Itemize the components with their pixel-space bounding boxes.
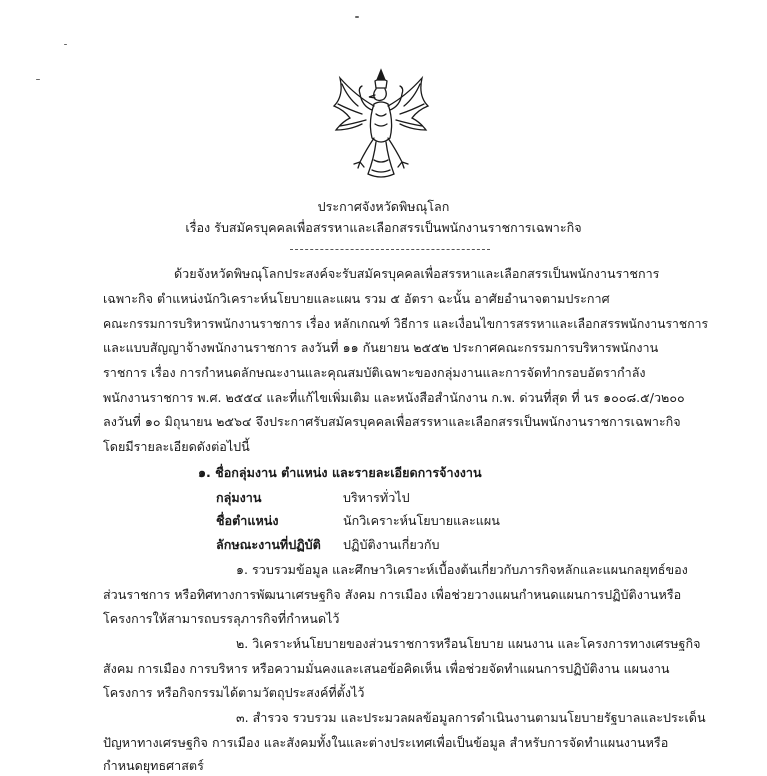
duty-line: ปัญหาทางเศรษฐกิจ การเมือง และสังคมทั้งในและต่างประเทศเพื่อเป็นข้อมูล สำหรับการจัดทำแผนงานหรือ [103, 735, 669, 750]
duty-line: กำหนดยุทธศาสตร์ [103, 758, 204, 773]
intro-line: และแบบสัญญาจ้างพนักงานราชการ ลงวันที่ ๑๑ กันยายน ๒๕๕๒ ประกาศคณะกรรมการบริหารพนักงาน [103, 340, 659, 355]
duty-line: ๒. วิเคราะห์นโยบายของส่วนราชการหรือนโยบาย แผนงาน และโครงการทางเศรษฐกิจ [236, 636, 701, 651]
intro-line: โดยมีรายละเอียดดังต่อไปนี้ [103, 439, 250, 454]
intro-line: เฉพาะกิจ ตำแหน่งนักวิเคราะห์นโยบายและแผน รวม ๕ อัตรา ฉะนั้น อาศัยอำนาจตามประกาศ [103, 291, 610, 306]
intro-line: พนักงานราชการ พ.ศ. ๒๕๕๔ และที่แก้ไขเพิ่มเติม และหนังสือสำนักงาน ก.พ. ด่วนที่สุด ที่ นร ๑๐๐๘.๕/ว๒๐๐ [103, 390, 685, 405]
field-value: ปฏิบัติงานเกี่ยวกับ [343, 537, 440, 552]
duty-line: โครงการให้สามารถบรรลุภารกิจที่กำหนดไว้ [103, 611, 340, 626]
announcement-title: ประกาศจังหวัดพิษณุโลก [317, 199, 450, 214]
garuda-emblem-icon [322, 66, 440, 182]
header-divider [290, 249, 490, 250]
scan-speck [36, 79, 40, 80]
field-label: ชื่อตำแหน่ง [216, 513, 279, 528]
field-label: ลักษณะงานที่ปฏิบัติ [216, 537, 321, 552]
intro-line: ลงวันที่ ๑๐ มิถุนายน ๒๕๖๔ จึงประกาศรับสมัครบุคคลเพื่อสรรหาและเลือกสรรเป็นพนักงานราชการเฉพาะกิจ [103, 414, 681, 429]
intro-line: คณะกรรมการบริหารพนักงานราชการ เรื่อง หลักเกณฑ์ วิธีการ และเงื่อนไขการสรรหาและเลือกสรรพนักงานราชการ [103, 316, 709, 331]
field-label: กลุ่มงาน [216, 490, 262, 505]
scan-speck [64, 44, 67, 45]
duty-line: ๑. รวบรวมข้อมูล และศึกษาวิเคราะห์เบื้องต้นเกี่ยวกับภารกิจหลักและแผนกลยุทธ์ของ [236, 562, 688, 577]
duty-line: ๓. สำรวจ รวบรวม และประมวลผลข้อมูลการดำเนินงานตามนโยบายรัฐบาลและประเด็น [236, 710, 706, 725]
section-heading: ๑. ชื่อกลุ่มงาน ตำแหน่ง และรายละเอียดการจ้างงาน [198, 465, 482, 480]
intro-line: ด้วยจังหวัดพิษณุโลกประสงค์จะรับสมัครบุคคลเพื่อสรรหาและเลือกสรรเป็นพนักงานราชการ [174, 266, 660, 281]
intro-line: ราชการ เรื่อง การกำหนดลักษณะงานและคุณสมบัติเฉพาะของกลุ่มงานและการจัดทำกรอบอัตรากำลัง [103, 365, 646, 380]
duty-line: สังคม การเมือง การบริหาร หรือความมั่นคงและเสนอข้อคิดเห็น เพื่อช่วยจัดทำแผนการปฏิบัติงาน แผนงาน [103, 661, 670, 676]
announcement-subject: เรื่อง รับสมัครบุคคลเพื่อสรรหาและเลือกสรรเป็นพนักงานราชการเฉพาะกิจ [185, 220, 582, 235]
duty-line: ส่วนราชการ หรือทิศทางการพัฒนาเศรษฐกิจ สังคม การเมือง เพื่อช่วยวางแผนกำหนดแผนการปฏิบัติงานหรือ [103, 587, 682, 602]
scan-speck [355, 16, 359, 18]
duty-line: โครงการ หรือกิจกรรมได้ตามวัตถุประสงค์ที่ตั้งไว้ [103, 685, 365, 700]
field-value: นักวิเคราะห์นโยบายและแผน [343, 513, 500, 528]
field-value: บริหารทั่วไป [343, 490, 410, 505]
